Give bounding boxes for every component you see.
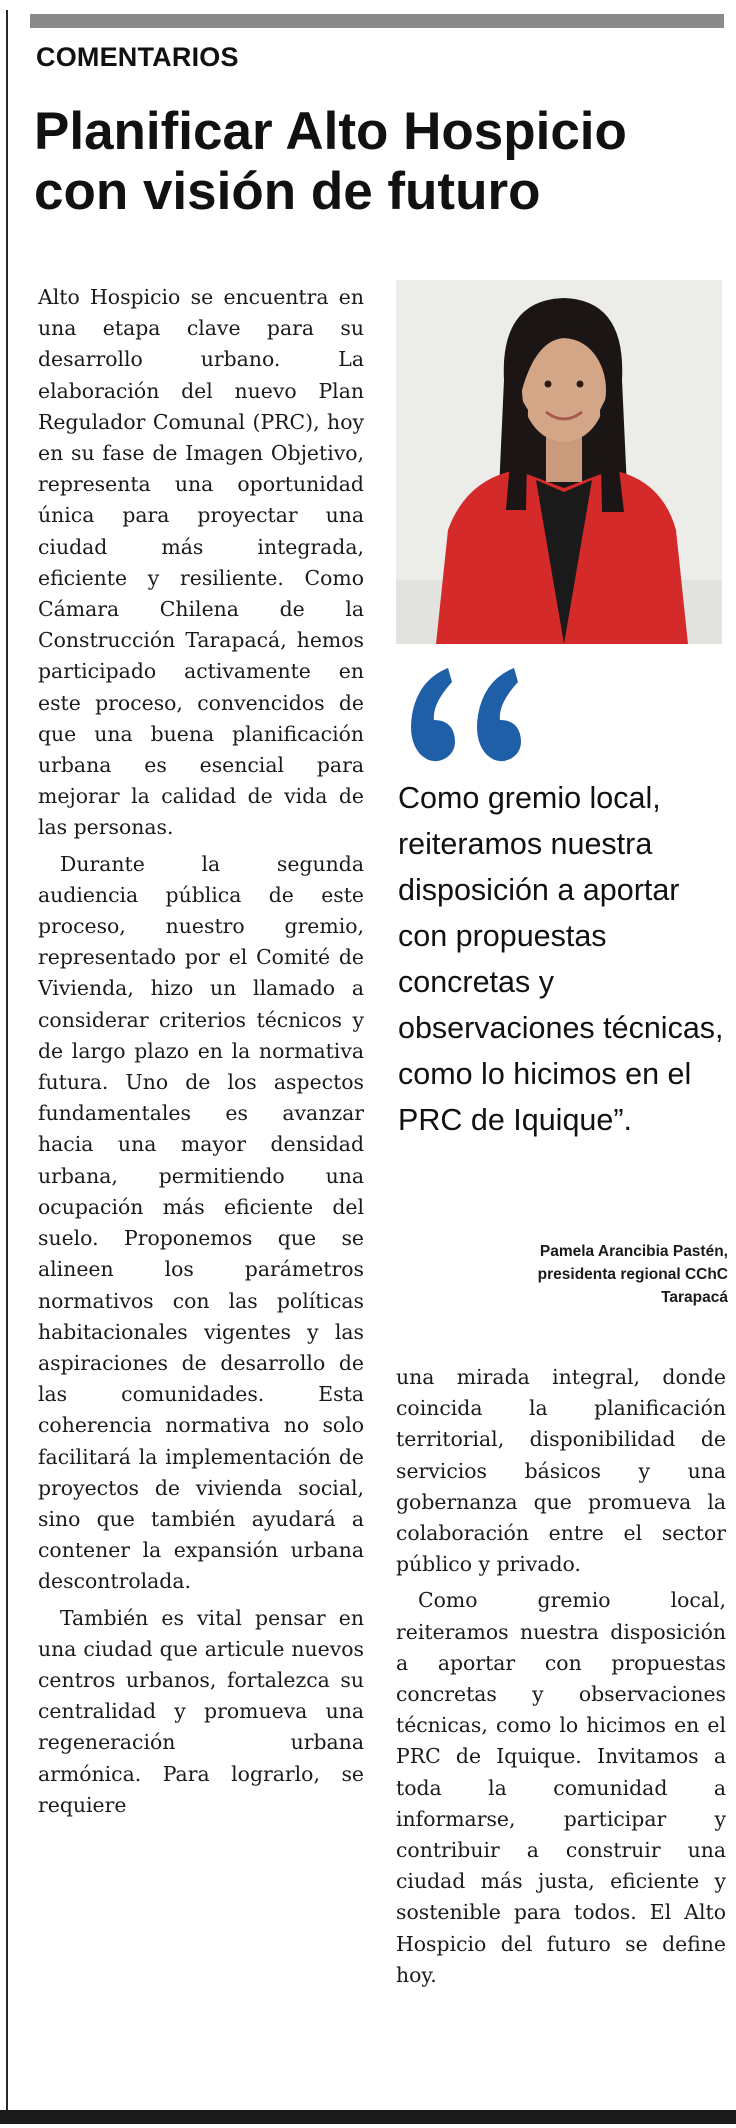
paragraph: una mirada integral, donde coincida la planificación territorial, disponibilidad de servicios básicos y una gobernanza que promueva la colaboración entre el sector público y privado. xyxy=(396,1365,726,1577)
bottom-black-bar xyxy=(0,2110,736,2124)
headline: Planificar Alto Hospicio con visión de futuro xyxy=(34,102,627,221)
paragraph: Durante la segunda audiencia pública de este proceso, nuestro gremio, representado por el Comité de Vivienda, hizo un llamado a considerar criterios técnicos y de largo plazo en la normativa futura. Uno de los aspectos fundamentales es avanzar hacia una mayor densidad urbana, permitiendo una ocupación más eficiente del suelo. Proponemos que se alineen los parámetros normativos con las políticas habitacionales vigentes y las aspiraciones de desarrollo de las comunidades. Esta coherencia normativa no solo facilitará la implementación de proyectos de vivienda social, sino que también ayudará a contener la expansión urbana descontrolada. xyxy=(38,851,364,1594)
paragraph: Alto Hospicio se encuentra en una etapa clave para su desarrollo urbano. La elaboración del nuevo Plan Regulador Comunal (PRC), hoy en su fase de Imagen Objetivo, representa una oportunidad única para proyectar una ciudad más integrada, eficiente y resiliente. Como Cámara Chilena de la Construcción Tarapacá, hemos participado activamente en este proceso, convencidos de que una buena planificación urbana es esencial para mejorar la calidad de vida de las personas. xyxy=(38,285,364,840)
pull-quote: Como gremio local, reiteramos nuestra disposición a aportar con propuestas concretas y observaciones técnicas, como lo hicimos en el PRC de Iquique”. xyxy=(398,781,724,1137)
paragraph: También es vital pensar en una ciudad que articule nuevos centros urbanos, fortalezca su centralidad y promueva una regeneración urbana armónica. Para lograrlo, se requiere xyxy=(38,1605,364,1817)
article-column-right xyxy=(396,1362,726,1996)
left-column-rule xyxy=(6,10,8,2114)
attribution-name: Pamela Arancibia Pastén, xyxy=(539,1243,728,1260)
attribution-role: presidenta regional CChC xyxy=(537,1266,728,1283)
top-gray-bar xyxy=(30,14,724,28)
article-column-left xyxy=(38,282,364,1826)
portrait-photo-icon xyxy=(396,280,722,644)
section-label: COMENTARIOS xyxy=(36,42,239,72)
paragraph: Como gremio local, reiteramos nuestra disposición a aportar con propuestas concretas y observaciones técnicas, como lo hicimos en el PRC de Iquique. Invitamos a toda la comunidad a informarse, participar y contribuir a construir una ciudad más justa, eficiente y sostenible para todos. El Alto Hospicio del futuro se define hoy. xyxy=(396,1588,726,1987)
attribution-region: Tarapacá xyxy=(661,1289,728,1306)
author-photo xyxy=(396,280,722,644)
attribution xyxy=(396,1240,728,1309)
quote-mark-icon xyxy=(398,660,528,770)
